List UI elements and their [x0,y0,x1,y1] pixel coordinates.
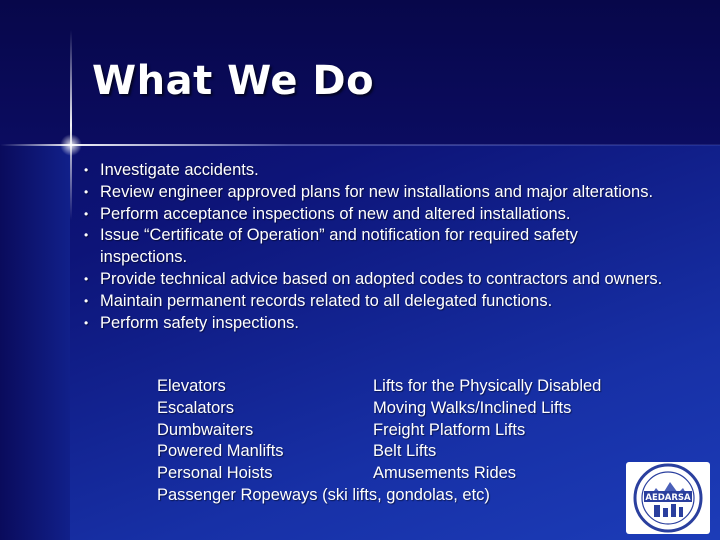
inspection-types-list [157,376,637,507]
light-flare-horizontal [0,144,720,146]
inspection-type: Escalators [157,398,235,417]
bullet-icon: • [84,184,89,199]
inspection-type-row [157,420,637,442]
bullet-text: Perform acceptance inspections of new and altered installations. [100,204,571,223]
inspection-type: Belt Lifts [373,442,437,461]
inspection-type-row [157,441,637,463]
inspection-type: Lifts for the Physically Disabled [373,377,602,395]
bullet-item [84,182,664,204]
light-flare-glow [60,134,82,156]
bullet-icon: • [84,315,89,330]
inspection-type-row [157,485,637,507]
bullet-item [84,204,664,226]
bullet-icon: • [84,293,89,308]
inspection-type: Freight Platform Lifts [373,420,526,439]
bullet-icon: • [84,271,89,286]
bullet-item [84,313,664,335]
light-flare-vertical [70,30,72,220]
bullet-text: Review engineer approved plans for new installations and major alterations. [100,182,654,201]
inspection-type-row [157,463,637,485]
bullet-text: Provide technical advice based on adopted codes to contractors and owners. [100,269,663,288]
seal-text: AEDARSA [645,493,691,503]
bullet-item [84,291,664,313]
bullet-icon: • [84,163,89,177]
bullet-icon: • [84,206,89,221]
inspection-type-row [157,376,637,398]
bullet-icon: • [84,228,89,243]
inspection-type: Dumbwaiters [157,420,254,439]
aedarsa-seal-logo [626,462,710,534]
inspection-type: Passenger Ropeways (ski lifts, gondolas, etc) [157,485,490,504]
slide-title: What We Do [92,58,375,104]
inspection-type: Amusements Rides [373,464,517,483]
inspection-type-row [157,398,637,420]
bullet-item [84,160,664,182]
bullet-list [84,160,664,334]
bullet-item [84,269,664,291]
bullet-item [84,225,664,269]
inspection-type: Powered Manlifts [157,442,284,461]
inspection-type: Personal Hoists [157,464,273,483]
bullet-text: Maintain permanent records related to all delegated functions. [100,291,553,310]
bullet-text: Perform safety inspections. [100,313,299,332]
inspection-type: Elevators [157,377,226,395]
bullet-text: Issue “Certificate of Operation” and notification for required safety inspections. [100,226,578,267]
seal-icon [626,462,710,534]
inspection-type: Moving Walks/Inclined Lifts [373,398,572,417]
bullet-text: Investigate accidents. [100,161,259,179]
left-band [0,145,70,540]
